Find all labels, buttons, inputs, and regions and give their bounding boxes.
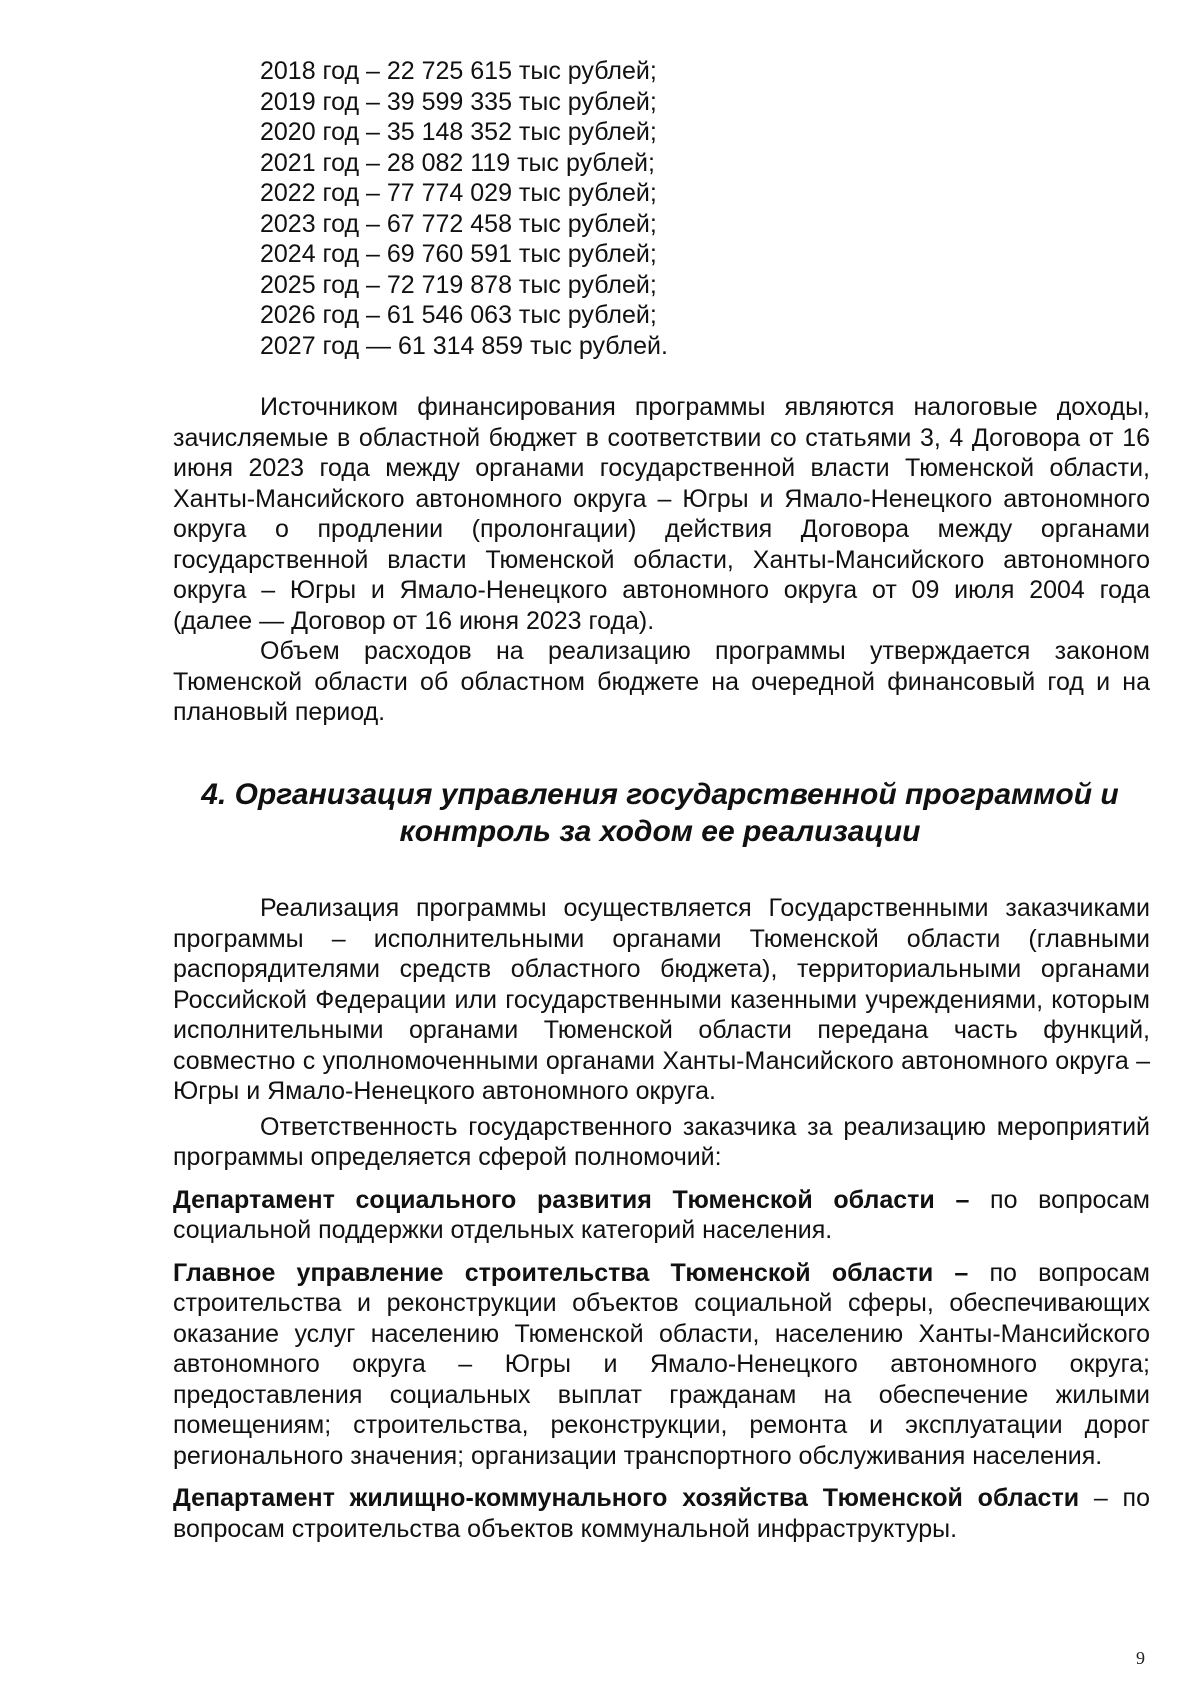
- page-number: 9: [1136, 1648, 1145, 1668]
- responsible-org: Главное управление строительства Тюменской области –: [173, 1258, 969, 1287]
- funding-year-item: 2019 год – 39 599 335 тыс рублей;: [260, 87, 657, 116]
- responsibility-item: [173, 1258, 1150, 1472]
- implementation-paragraph: Реализация программы осуществляется Государственными заказчиками программы – исполнительными органами Тюменской области (главными распорядителями средств областного бюджета), территориальными органами Российской Федерации или государственными казенными учреждениями, которым исполнительными органами Тюменской области передана часть функций, совместно с уполномоченными органами Ханты-Мансийского автономного округа – Югры и Ямало-Ненецкого автономного округа.: [173, 894, 1150, 1105]
- financing-section: [173, 392, 1150, 728]
- financing-source-paragraph: Источником финансирования программы являются налоговые доходы, зачисляемые в областной бюджет в соответствии со статьями 3, 4 Договора от 16 июня 2023 года между органами государственной власти Тюменской области, Ханты-Мансийского автономного округа – Югры и Ямало-Ненецкого автономного округа о продлении (пролонгации) действия Договора между органами государственной власти Тюменской области, Ханты-Мансийского автономного округа – Югры и Ямало-Ненецкого автономного округа от 09 июля 2004 года (далее — Договор от 16 июня 2023 года).: [173, 393, 1150, 635]
- funding-year-item: 2024 год – 69 760 591 тыс рублей;: [260, 240, 657, 268]
- funding-year-item: 2025 год – 72 719 878 тыс рублей;: [260, 270, 657, 299]
- responsibility-scope: по вопросам строительства и реконструкции объектов социальной сферы, обеспечивающих оказание услуг населению Тюменской области, населению Ханты-Мансийского автономного округа – Югры и Ямало-Ненецкого автономного округа; предоставления социальных выплат гражданам на обеспечение жилыми помещениям; строительства, реконструкции, ремонта и эксплуатации дорог регионального значения; организации транспортного обслуживания населения.: [173, 1258, 1150, 1470]
- responsibility-item: [173, 1483, 1150, 1544]
- funding-year-item: 2018 год – 22 725 615 тыс рублей;: [260, 57, 657, 85]
- funding-year-item: 2021 год – 28 082 119 тыс рублей;: [260, 148, 655, 177]
- section-heading-line1: 4. Организация управления государственной программой и: [201, 778, 1119, 811]
- responsibility-scope: по вопросам социальной поддержки отдельных категорий населения.: [173, 1185, 1150, 1244]
- responsible-org: Департамент социального развития Тюменской области –: [173, 1185, 970, 1214]
- section-heading: [150, 776, 1170, 850]
- section-heading-line2: контроль за ходом ее реализации: [399, 815, 921, 848]
- responsibility-item: [173, 1185, 1150, 1246]
- responsible-org: Департамент жилищно-коммунального хозяйства Тюменской области: [173, 1484, 1080, 1512]
- responsibility-scope: – по вопросам строительства объектов коммунальной инфраструктуры.: [173, 1484, 1150, 1543]
- funding-year-item: 2027 год — 61 314 859 тыс рублей.: [260, 331, 668, 360]
- funding-year-item: 2020 год – 35 148 352 тыс рублей;: [260, 118, 657, 146]
- responsibility-paragraph: Ответственность государственного заказчика за реализацию мероприятий программы определяется сферой полномочий:: [173, 1112, 1150, 1171]
- section-4-body: [173, 893, 1150, 1544]
- funding-year-item: 2026 год – 61 546 063 тыс рублей;: [260, 301, 657, 329]
- funding-year-item: 2023 год – 67 772 458 тыс рублей;: [260, 209, 657, 238]
- expenditure-volume-paragraph: Объем расходов на реализацию программы утверждается законом Тюменской области об областном бюджете на очередной финансовый год и на плановый период.: [173, 637, 1150, 726]
- funding-by-year-list: [260, 56, 668, 361]
- funding-year-item: 2022 год – 77 774 029 тыс рублей;: [260, 179, 657, 207]
